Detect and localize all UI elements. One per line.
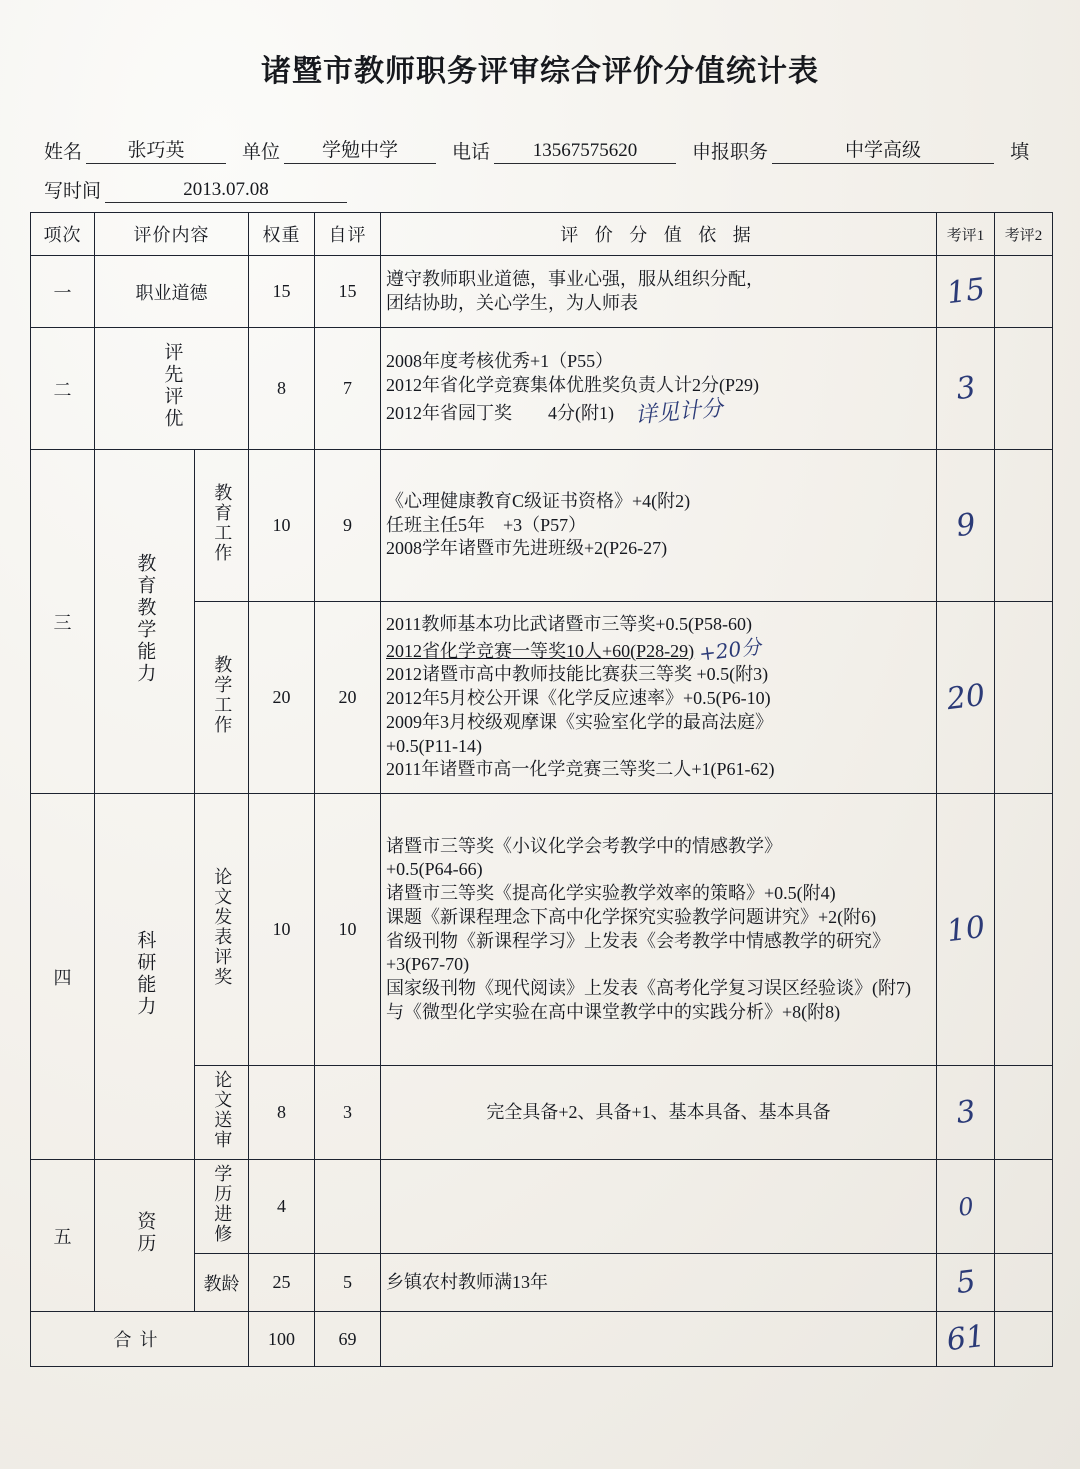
row-review1[interactable]: [937, 450, 995, 602]
row-subcategory: [195, 1066, 249, 1160]
row-basis: [381, 450, 937, 602]
row-review1[interactable]: [937, 1066, 995, 1160]
table-row: [31, 794, 1053, 1066]
time-value: 2013.07.08: [105, 179, 347, 203]
row-subcategory-text: 教育工作: [212, 483, 233, 563]
row-self: 3: [315, 1066, 381, 1160]
table-row: [31, 256, 1053, 328]
header-self: 自评: [315, 213, 381, 256]
basis-line: 团结协助，关心学生，为人师表: [386, 292, 638, 313]
fill-label: 填: [1010, 142, 1030, 163]
unit-value: 学勉中学: [284, 135, 436, 164]
row-review1[interactable]: [937, 1160, 995, 1254]
total-weight: 100: [249, 1312, 315, 1367]
row-basis: [381, 794, 947, 1066]
row-subcategory: [195, 602, 249, 794]
row-self: 9: [315, 450, 381, 602]
row-basis: [381, 1160, 937, 1254]
basis-line: +0.5(P64-66): [386, 859, 483, 880]
row-subcategory: 教龄: [195, 1254, 249, 1312]
basis-line: 2008年度考核优秀+1（P55）: [386, 351, 614, 372]
review1-mark: 3: [953, 369, 978, 407]
row-review1[interactable]: [937, 794, 995, 1066]
row-review2[interactable]: [995, 1066, 1053, 1160]
basis-line: 任班主任5年 +3（P57）: [386, 514, 587, 535]
row-subcategory: [195, 1160, 249, 1254]
basis-line: 省级刊物《新课程学习》上发表《会考教学中情感教学的研究》+3(P67-70): [386, 930, 890, 975]
row-subcategory-text: 学历进修: [212, 1164, 233, 1244]
table-row: [31, 450, 1053, 602]
row-subcategory-text: 论文发表评奖: [212, 867, 233, 987]
post-value: 中学高级: [772, 135, 994, 164]
basis-line: 国家级刊物《现代阅读》上发表《高考化学复习误区经验谈》(附7) 与《微型化学实验在高中课堂教学中的实践分析》+8(附8): [386, 978, 947, 1022]
header-review2: 考评2: [995, 213, 1053, 256]
row-basis: [381, 256, 937, 328]
basis-line: 2012年5月校公开课《化学反应速率》+0.5(P6-10): [386, 688, 771, 709]
basis-line-text: 2012省化学竞赛一等奖10人+60(P28-29): [386, 640, 695, 661]
row-category: [95, 1160, 195, 1312]
total-basis: [381, 1312, 937, 1367]
unit-label: 单位: [242, 142, 281, 163]
form-meta: [44, 135, 1044, 215]
table-row: [31, 1160, 1053, 1254]
row-category-text: 教育教学能力: [134, 553, 156, 685]
basis-line: 2012年省化学竞赛集体优胜奖负责人计2分(P29): [386, 374, 759, 395]
name-label: 姓名: [44, 142, 83, 163]
review1-mark: 20: [944, 677, 987, 717]
row-index: 五: [31, 1160, 95, 1312]
basis-line: 课题《新课程理念下高中化学探究实验教学问题讲究》+2(附6): [386, 906, 877, 927]
table-header-row: [31, 213, 1053, 256]
row-subcategory: [195, 794, 249, 1066]
handwritten-note: 详见计分: [633, 395, 724, 429]
row-subcategory: [195, 450, 249, 602]
basis-line: [386, 395, 931, 429]
row-self: 10: [315, 794, 381, 1066]
review1-mark: 0: [956, 1191, 975, 1222]
row-index: 四: [31, 794, 95, 1160]
review1-mark: 15: [944, 271, 987, 311]
total-label: 合计: [31, 1312, 249, 1367]
row-weight: 15: [249, 256, 315, 328]
review1-mark: 9: [953, 506, 978, 544]
row-review2[interactable]: [995, 256, 1053, 328]
row-self: 15: [315, 256, 381, 328]
time-label: 写时间: [44, 181, 102, 202]
row-weight: 10: [249, 450, 315, 602]
page-title: 诸暨市教师职务评审综合评价分值统计表: [261, 55, 819, 88]
basis-line: 2011教师基本功比武诸暨市三等奖+0.5(P58-60): [386, 613, 752, 634]
name-value: 张巧英: [86, 135, 226, 164]
row-review1[interactable]: [937, 328, 995, 450]
basis-line: 遵守教师职业道德，事业心强，服从组织分配，: [386, 268, 764, 289]
basis-line: 完全具备+2、具备+1、基本具备、基本具备: [486, 1101, 831, 1122]
basis-line: 2012诸暨市高中教师技能比赛获三等奖 +0.5(附3): [386, 664, 769, 685]
review1-mark: 3: [953, 1093, 978, 1131]
header-index: 项次: [31, 213, 95, 256]
meta-line-1: [44, 135, 1044, 164]
post-label: 申报职务: [692, 142, 769, 163]
row-weight: 25: [249, 1254, 315, 1312]
row-weight: 10: [249, 794, 315, 1066]
basis-line: 乡镇农村教师满13年: [386, 1271, 548, 1292]
basis-line: 《心理健康教育C级证书资格》+4(附2): [386, 490, 691, 511]
row-basis: [381, 1254, 937, 1312]
review1-mark: 61: [944, 1318, 987, 1359]
row-category: [95, 450, 195, 794]
row-review2[interactable]: [995, 794, 1053, 1066]
row-basis: [381, 602, 937, 794]
row-category: [95, 328, 249, 450]
handwritten-note: +20分: [697, 633, 763, 666]
review1-mark: 10: [944, 909, 987, 949]
row-subcategory-text: 论文送审: [212, 1070, 233, 1150]
row-basis: [381, 1066, 937, 1160]
basis-line: [386, 633, 931, 666]
row-category-text: 科研能力: [134, 930, 156, 1018]
table-row: [31, 328, 1053, 450]
basis-line: 2009年3月校级观摩课《实验室化学的最高法庭》: [386, 711, 773, 732]
row-index: 二: [31, 328, 95, 450]
row-review2[interactable]: [995, 450, 1053, 602]
total-review2[interactable]: [995, 1312, 1053, 1367]
phone-value: 13567575620: [494, 140, 676, 164]
row-category-text: 评先评优: [161, 342, 183, 430]
row-review1[interactable]: [937, 602, 995, 794]
row-index: 三: [31, 450, 95, 794]
row-category-text: 资历: [134, 1211, 156, 1255]
row-self: 7: [315, 328, 381, 450]
phone-label: 电话: [452, 142, 491, 163]
meta-line-2: [44, 176, 1044, 203]
review1-mark: 5: [953, 1263, 978, 1301]
row-self: 5: [315, 1254, 381, 1312]
row-category: 职业道德: [95, 256, 249, 328]
row-weight: 8: [249, 328, 315, 450]
row-self: 20: [315, 602, 381, 794]
header-basis: 评 价 分 值 依 据: [381, 213, 937, 256]
basis-line: 2011年诸暨市高一化学竞赛三等奖二人+1(P61-62): [386, 759, 775, 780]
row-review1[interactable]: [937, 1254, 995, 1312]
row-review1[interactable]: [937, 256, 995, 328]
header-review1: 考评1: [937, 213, 995, 256]
basis-line-text: 2012年省园丁奖 4分(附1): [386, 402, 614, 423]
table-total-row: [31, 1312, 1053, 1367]
basis-line: 2008学年诸暨市先进班级+2(P26-27): [386, 538, 668, 559]
basis-line: 诸暨市三等奖《提高化学实验教学效率的策略》+0.5(附4): [386, 883, 836, 903]
row-basis: [381, 328, 937, 450]
row-category: [95, 794, 195, 1160]
total-self: 69: [315, 1312, 381, 1367]
header-content: 评价内容: [95, 213, 249, 256]
row-weight: 20: [249, 602, 315, 794]
row-subcategory-text: 教学工作: [212, 655, 233, 735]
row-review2[interactable]: [995, 602, 1053, 794]
row-weight: 4: [249, 1160, 315, 1254]
row-review2[interactable]: [995, 328, 1053, 450]
row-review2[interactable]: [995, 1160, 1053, 1254]
total-review1[interactable]: [937, 1312, 995, 1367]
basis-line: +0.5(P11-14): [386, 735, 482, 756]
row-self: [315, 1160, 381, 1254]
row-index: 一: [31, 256, 95, 328]
row-review2[interactable]: [995, 1254, 1053, 1312]
evaluation-table: [30, 212, 1053, 1367]
header-weight: 权重: [249, 213, 315, 256]
basis-line: 诸暨市三等奖《小议化学会考教学中的情感教学》: [386, 835, 782, 856]
row-weight: 8: [249, 1066, 315, 1160]
